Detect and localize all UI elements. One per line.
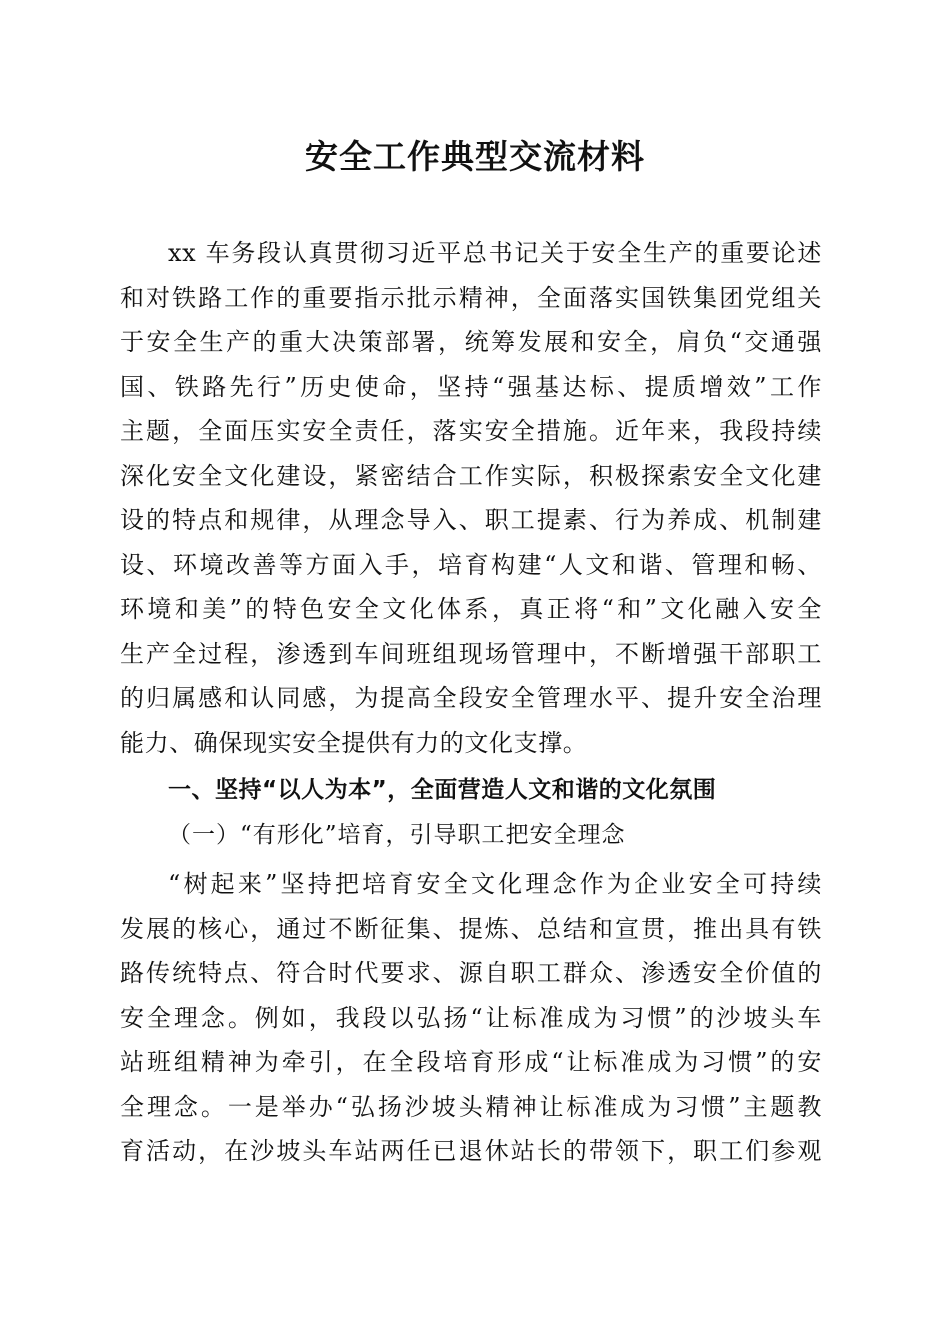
paragraph-line: xx 车务段认真贯彻习近平总书记关于安全生产的重要论述: [168, 239, 822, 267]
paragraph-line: “树起来”坚持把培育安全文化理念作为企业安全可持续: [168, 870, 822, 898]
section-heading: 一、坚持“以人为本”，全面营造人文和谐的文化氛围: [168, 777, 717, 803]
paragraph-line: 生产全过程，渗透到车间班组现场管理中，不断增强干部职工: [120, 639, 822, 668]
paragraph-line: 全理念。一是举办“弘扬沙坡头精神让标准成为习惯”主题教: [120, 1092, 822, 1121]
paragraph-line: 深化安全文化建设，紧密结合工作实际，积极探索安全文化建: [120, 461, 822, 490]
intro-paragraph: [120, 231, 822, 765]
paragraph-line: 路传统特点、符合时代要求、源自职工群众、渗透安全价值的: [120, 959, 822, 987]
paragraph-line: 主题，全面压实安全责任，落实安全措施。近年来，我段持续: [120, 417, 822, 445]
paragraph-line: 安全理念。例如，我段以弘扬“让标准成为习惯”的沙坡头车: [120, 1003, 822, 1032]
paragraph-line: 发展的核心，通过不断征集、提炼、总结和宣贯，推出具有铁: [120, 914, 822, 943]
paragraph-line: 和对铁路工作的重要指示批示精神，全面落实国铁集团党组关: [120, 283, 822, 312]
paragraph-line: 设的特点和规律，从理念导入、职工提素、行为养成、机制建: [120, 506, 822, 534]
paragraph-line: 育活动，在沙坡头车站两任已退休站长的带领下，职工们参观: [120, 1137, 822, 1165]
paragraph-line: 能力、确保现实安全提供有力的文化支撑。: [120, 728, 588, 757]
paragraph-line: 的归属感和认同感，为提高全段安全管理水平、提升安全治理: [120, 684, 822, 712]
paragraph-line: 环境和美”的特色安全文化体系，真正将“和”文化融入安全: [120, 595, 822, 623]
subsection-heading: （一）“有形化”培育，引导职工把安全理念: [168, 822, 626, 848]
document-title: 安全工作典型交流材料: [305, 137, 645, 176]
paragraph-line: 站班组精神为牵引，在全段培育形成“让标准成为习惯”的安: [120, 1048, 822, 1076]
paragraph-line: 设、环境改善等方面入手，培育构建“人文和谐、管理和畅、: [120, 550, 822, 579]
body-paragraph: [120, 862, 822, 1174]
paragraph-line: 国、铁路先行”历史使命，坚持“强基达标、提质增效”工作: [120, 372, 822, 401]
paragraph-line: 于安全生产的重大决策部署，统筹发展和安全，肩负“交通强: [120, 328, 822, 356]
